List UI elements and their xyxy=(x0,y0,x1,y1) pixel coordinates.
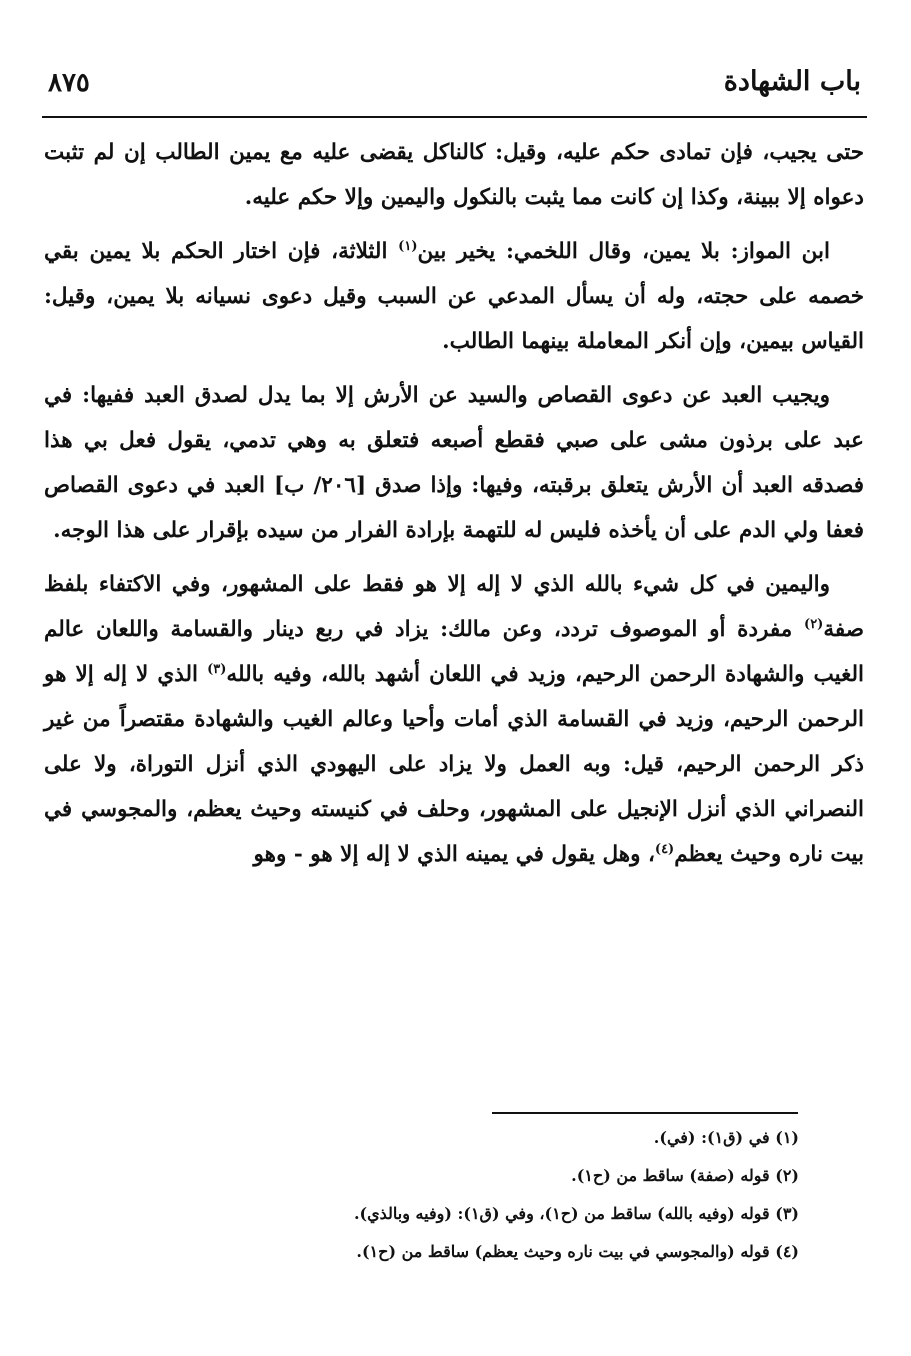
page-number: ٨٧٥ xyxy=(48,68,90,98)
paragraph-text: واليمين في كل شيء بالله الذي لا إله إلا هو فقط على المشهور، وفي الاكتفاء بلفظ صفة xyxy=(44,572,864,642)
footnote-ref: (٤) xyxy=(654,841,675,857)
footnote-divider xyxy=(492,1112,798,1114)
paragraph-3 xyxy=(44,373,864,553)
paragraph-text: ويجيب العبد عن دعوى القصاص والسيد عن الأرش إلا بما يدل لصدق العبد ففيها: في عبد على برذون مشى على صبي فقطع أصبعه فتعلق به وهي تدمي، يقول فعل بي هذا فصدقه العبد أن الأرش يتعلق برقبته، وفيها: وإذا صدق [٢٠٦/ ب] العبد في دعوى القصاص فعفا ولي الدم على أن يأخذه فليس له للتهمة بإرادة الفرار من سيده بإقرار على هذا الوجه. xyxy=(44,383,864,543)
footnote-4: (٤) قوله (والمجوسي في بيت ناره وحيث يعظم) ساقط من (ح١). xyxy=(356,1242,799,1261)
footnote-ref: (٢) xyxy=(804,616,824,632)
paragraph-4 xyxy=(44,562,864,877)
paragraph-text: حتى يجيب، فإن تمادى حكم عليه، وقيل: كالناكل يقضى عليه مع يمين الطالب إن لم تثبت دعواه إلا ببينة، وكذا إن كانت مما يثبت بالنكول واليمين وإلا حكم عليه. xyxy=(44,140,864,210)
paragraph-text: ابن المواز: بلا يمين، وقال اللخمي: يخير بين xyxy=(417,239,830,264)
paragraph-text: الذي لا إله إلا هو الرحمن الرحيم، وزيد في القسامة الذي أمات وأحيا وعالم الغيب والشهادة مقتصراً من غير ذكر الرحمن الرحيم، قيل: وبه العمل ولا يزاد على اليهودي الذي أنزل التوراة، ولا على النصراني الذي أنزل الإنجيل على المشهور، وحلف في كنيسته وحيث يعظم، والمجوسي في بيت ناره وحيث يعظم xyxy=(44,662,864,867)
main-text xyxy=(44,130,864,886)
paragraph-text: الثلاثة، فإن اختار الحكم بلا يمين بقي خصمه على حجته، وله أن يسأل المدعي عن السبب وقيل دعوى نسيانه بلا يمين، وقيل: القياس بيمين، وإن أنكر المعاملة بينهما الطالب. xyxy=(44,239,864,354)
paragraph-2 xyxy=(44,229,864,364)
chapter-title: باب الشهادة xyxy=(723,66,861,97)
footnote-ref: (١) xyxy=(398,238,418,254)
footnote-1: (١) في (ق١): (في). xyxy=(653,1128,799,1147)
paragraph-text: ، وهل يقول في يمينه الذي لا إله إلا هو - وهو xyxy=(253,842,655,867)
header-divider xyxy=(42,116,867,118)
footnote-3: (٣) قوله (وفيه بالله) ساقط من (ح١)، وفي (ق١): (وفيه وبالذي). xyxy=(353,1204,799,1223)
paragraph-text: مفردة أو الموصوف تردد، وعن مالك: يزاد في ربع دينار والقسامة واللعان عالم الغيب والشهادة الرحمن الرحيم، وزيد في اللعان أشهد بالله، وفيه بالله xyxy=(44,617,864,687)
page-header xyxy=(46,62,865,106)
footnote-ref: (٣) xyxy=(207,661,227,677)
paragraph-1 xyxy=(44,130,864,220)
footnotes xyxy=(200,1124,799,1276)
footnote-2: (٢) قوله (صفة) ساقط من (ح١). xyxy=(571,1166,799,1185)
